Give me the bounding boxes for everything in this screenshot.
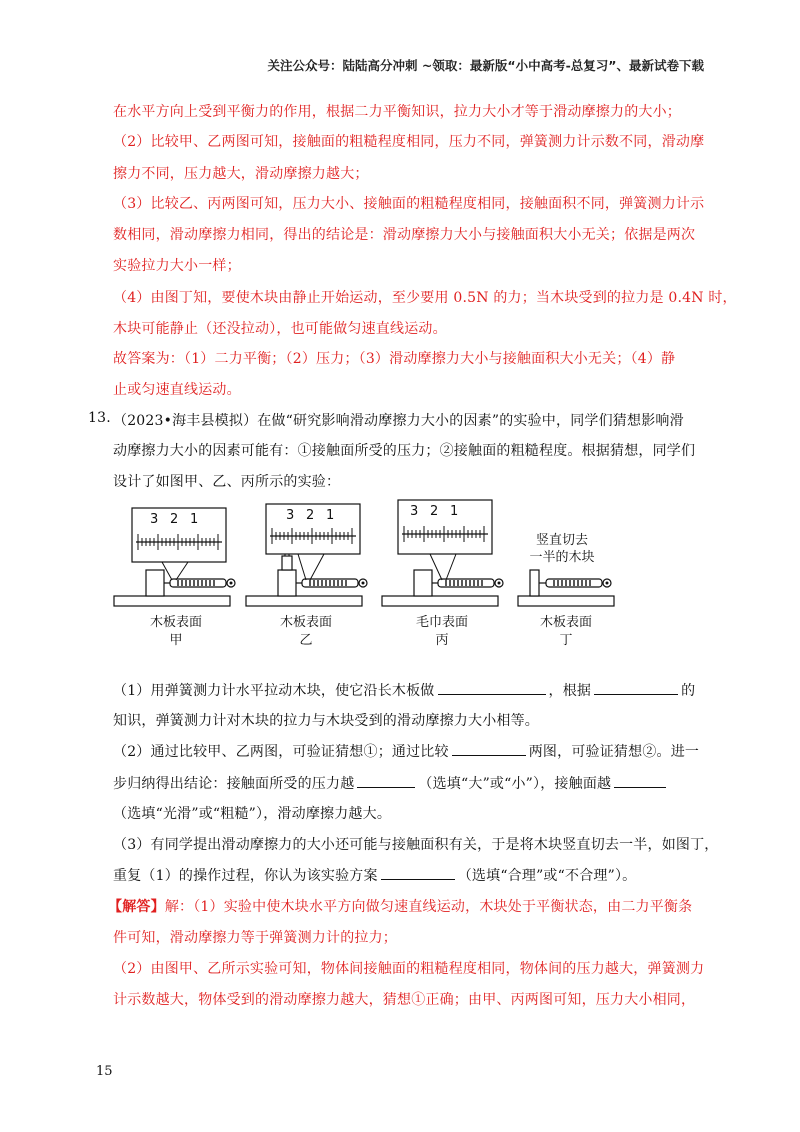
panel-bing — [382, 500, 503, 648]
panel-label: 丙 — [435, 633, 449, 648]
scale-label: 3 — [286, 508, 295, 523]
panel-caption: 木板表面 — [149, 615, 203, 630]
panel-label: 丁 — [559, 633, 573, 648]
answer-blank[interactable] — [452, 742, 526, 756]
panel-yi — [246, 504, 367, 648]
scale-label: 1 — [326, 508, 335, 523]
sub-question-3-line: （3）有同学提出滑动摩擦力的大小还可能与接触面积有关，于是将木块竖直切去一半，如图丁， — [113, 837, 719, 853]
answer-blank[interactable] — [438, 681, 546, 695]
sub-question-2-line: （选填“光滑”或“粗糙”），滑动摩擦力越大。 — [113, 806, 392, 822]
answer-line: 【解答】解：（1）实验中使木块水平方向做匀速直线运动，木块处于平衡状态，由二力平衡条 — [108, 899, 693, 915]
sub-question-2-line: 步归纳得出结论：接触面所受的压力越 （选填“大”或“小”），接触面越 — [113, 773, 669, 793]
prev-answer-line: 木块可能静止（还没拉动），也可能做匀速直线运动。 — [113, 321, 447, 337]
page-number: 15 — [96, 1064, 113, 1079]
panel-caption: 木板表面 — [279, 615, 333, 630]
answer-line: （2）由图甲、乙所示实验可知，物体间接触面的粗糙程度相同，物体间的压力越大，弹簧测力 — [113, 961, 705, 977]
panel-note: 一半的木块 — [529, 550, 595, 565]
panel-note: 竖直切去 — [535, 533, 589, 548]
prev-answer-line: 在水平方向上受到平衡力的作用，根据二力平衡知识，拉力大小才等于滑动摩擦力的大小； — [113, 104, 681, 120]
sub-question-3-line: 重复（1）的操作过程，你认为该实验方案 （选填“合理”或“不合理”）。 — [113, 868, 637, 884]
scale-label: 2 — [306, 508, 315, 523]
scale-label: 2 — [170, 512, 179, 527]
prev-answer-line: 擦力不同，压力越大，滑动摩擦力越大； — [113, 166, 369, 182]
panel-jia — [114, 508, 235, 648]
answer-blank[interactable] — [614, 774, 666, 788]
question-number: 13. — [88, 410, 111, 426]
scale-label: 1 — [450, 504, 459, 519]
prev-answer-line: （2）比较甲、乙两图可知，接触面的粗糙程度相同，压力不同，弹簧测力计示数不同，滑动摩 — [113, 134, 705, 150]
question-stem-line: 动摩擦力大小的因素可能有：①接触面所受的压力；②接触面的粗糙程度。根据猜想，同学们 — [113, 443, 696, 459]
answer-blank[interactable] — [357, 774, 415, 788]
sub-question-2-line: （2）通过比较甲、乙两图，可验证猜想①；通过比较 两图，可验证猜想②。进一 — [113, 744, 700, 760]
experiment-figure — [110, 496, 630, 656]
prev-answer-line: 实验拉力大小一样； — [113, 258, 241, 274]
scale-label: 3 — [410, 504, 419, 519]
prev-answer-line: 止或匀速直线运动。 — [113, 382, 241, 398]
prev-answer-line: 数相同，滑动摩擦力相同，得出的结论是：滑动摩擦力大小与接触面积大小无关；依据是两次 — [113, 227, 696, 243]
panel-label: 甲 — [169, 633, 183, 648]
answer-line: 件可知，滑动摩擦力等于弹簧测力计的拉力； — [113, 930, 397, 946]
question-stem-line: 设计了如图甲、乙、丙所示的实验： — [113, 474, 341, 490]
answer-blank[interactable] — [381, 866, 455, 880]
panel-ding — [518, 532, 614, 648]
answer-line: 计示数越大，物体受到的滑动摩擦力越大，猜想①正确；由甲、丙两图可知，压力大小相同， — [113, 992, 696, 1008]
scale-label: 3 — [150, 512, 159, 527]
scale-label: 2 — [430, 504, 439, 519]
sub-question-1-line: 知识，弹簧测力计对木块的拉力与木块受到的滑动摩擦力大小相等。 — [113, 713, 539, 729]
prev-answer-line: （4）由图丁知，要使木块由静止开始运动，至少要用 0.5N 的力；当木块受到的拉力是 0.4N 时， — [113, 290, 737, 306]
panel-label: 乙 — [299, 633, 313, 648]
panel-caption: 木板表面 — [539, 615, 593, 630]
answer-label: 【解答】 — [108, 899, 165, 915]
sub-question-1-line: （1）用弹簧测力计水平拉动木块，使它沿长木板做 ，根据 的 — [113, 683, 696, 699]
page-header: 关注公众号：陆陆高分冲刺 ~领取：最新版“小中高考-总复习”、最新试卷下载 — [267, 58, 704, 73]
answer-blank[interactable] — [594, 681, 678, 695]
panel-caption: 毛巾表面 — [415, 615, 469, 630]
prev-answer-line: （3）比较乙、丙两图可知，压力大小、接触面的粗糙程度相同，接触面积不同，弹簧测力计示 — [113, 196, 705, 212]
question-stem-line: （2023•海丰县模拟）在做“研究影响滑动摩擦力大小的因素”的实验中，同学们猜想影响滑 — [113, 413, 684, 429]
scale-label: 1 — [190, 512, 199, 527]
prev-answer-line: 故答案为：（1）二力平衡；（2）压力；（3）滑动摩擦力大小与接触面积大小无关；（4）静 — [113, 351, 676, 367]
